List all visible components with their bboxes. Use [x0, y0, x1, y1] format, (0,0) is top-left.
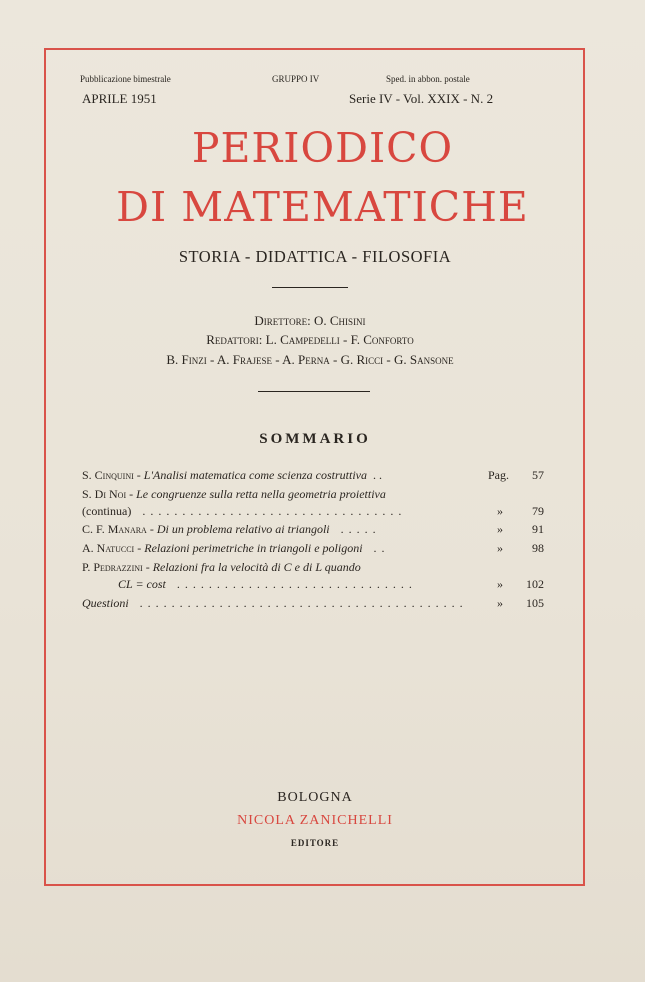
toc-author: C. F. Manara [82, 522, 147, 536]
group-label: GRUPPO IV [272, 74, 320, 84]
red-border-frame [44, 48, 585, 886]
toc-entry: P. Pedrazzini - Relazioni fra la velocità di C e di L quando [82, 560, 361, 574]
issue-date: APRILE 1951 [82, 91, 157, 106]
toc-title: Questioni [82, 596, 129, 610]
toc-page-prefix: » [497, 577, 503, 591]
toc-author: S. Di Noi [82, 487, 127, 501]
toc-entry: S. Cinquini - L'Analisi matematica come scienza costruttiva . . [82, 468, 382, 482]
periodicity-label: Pubblicazione bimestrale [80, 74, 171, 84]
toc-title: L'Analisi matematica come scienza costruttiva [143, 468, 367, 482]
toc-entry: C. F. Manara - Di un problema relativo ai triangoli ..... [82, 522, 381, 536]
director: Direttore: O. Chisini [254, 313, 366, 328]
toc-author: A. Natucci [82, 541, 135, 555]
title-line-1: PERIODICO [191, 124, 454, 172]
editors: Redattori: L. Campedelli - F. Conforto [206, 332, 414, 347]
divider [258, 391, 370, 392]
toc-title: Relazioni perimetriche in triangoli e poligoni [144, 541, 363, 555]
toc-title: Relazioni fra la velocità di C e di L quando [152, 560, 361, 574]
toc-entry: S. Di Noi - Le congruenze sulla retta nella geometria proiettiva [82, 487, 386, 501]
toc-page-prefix: » [497, 522, 503, 536]
summary-heading: SOMMARIO [259, 431, 371, 447]
title-line-2: DI MATEMATICHE [116, 183, 529, 231]
toc-page: 98 [532, 541, 544, 555]
toc-author: P. Pedrazzini [82, 560, 143, 574]
toc-page-prefix: Pag. [488, 468, 509, 482]
toc-page: 105 [526, 596, 544, 610]
toc-author: S. Cinquini [82, 468, 134, 482]
toc-entry-cont: (continua) ................................. [82, 504, 407, 518]
subtitle: STORIA - DIDATTICA - FILOSOFIA [178, 247, 452, 266]
toc-entry-cont: CL = cost .............................. [118, 577, 417, 591]
toc-page: 57 [532, 468, 544, 482]
toc-title-cont: (continua) [82, 504, 132, 518]
toc-page-prefix: » [497, 504, 503, 518]
toc-page: 102 [526, 577, 544, 591]
toc-entry: Questioni ......................................... [82, 596, 468, 610]
publisher-name: NICOLA ZANICHELLI [237, 813, 393, 828]
toc-entry: A. Natucci - Relazioni perimetriche in triangoli e poligoni .. [82, 541, 390, 555]
toc-page: 91 [532, 522, 544, 536]
toc-page-prefix: » [497, 541, 503, 555]
toc-page: 79 [532, 504, 544, 518]
toc-page-prefix: » [497, 596, 503, 610]
publisher-city: BOLOGNA [277, 790, 353, 805]
postal-label: Sped. in abbon. postale [386, 74, 470, 84]
contributors: B. Finzi - A. Frajese - A. Perna - G. Ricci - G. Sansone [166, 352, 454, 367]
toc-title: Di un problema relativo ai triangoli [156, 522, 330, 536]
divider [272, 287, 348, 288]
publisher-role: EDITORE [290, 838, 340, 848]
toc-title: Le congruenze sulla retta nella geometria proiettiva [136, 487, 386, 501]
issue-series: Serie IV - Vol. XXIX - N. 2 [349, 91, 494, 106]
toc-title-cont: CL = cost [118, 577, 166, 591]
